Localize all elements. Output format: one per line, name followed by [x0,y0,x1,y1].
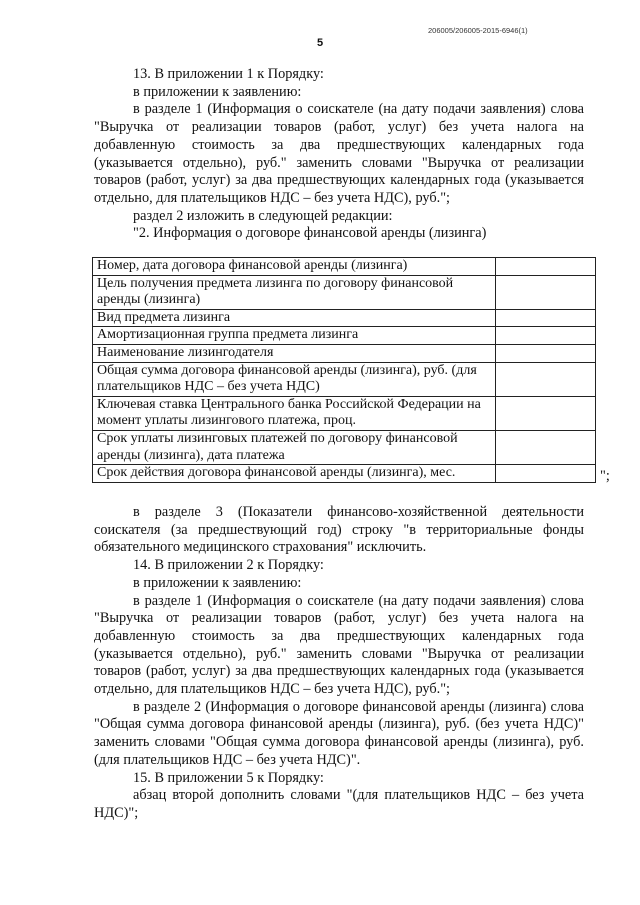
table-cell-label: Наименование лизингодателя [93,344,496,362]
table-cell-value [496,430,596,464]
table-row [93,396,596,430]
lease-info-table [92,257,596,483]
table-row [93,430,596,464]
paragraph-item-15: 15. В приложении 5 к Порядку: [133,769,324,786]
top-text-block [94,66,584,243]
table-cell-value [496,309,596,327]
paragraph-section-2-intro: раздел 2 изложить в следующей редакции: [133,207,393,224]
table-cell-label: Цель получения предмета лизинга по договору финансовой аренды (лизинга) [93,275,496,309]
table-cell-value [496,275,596,309]
paragraph-section-2-title: "2. Информация о договоре финансовой аренды (лизинга) [133,225,487,242]
paragraph-appendix-to-application: в приложении к заявлению: [133,83,302,100]
table-row [93,344,596,362]
table-cell-label: Номер, дата договора финансовой аренды (лизинга) [93,258,496,276]
table-cell-value [496,327,596,345]
table-row [93,258,596,276]
table-cell-label: Срок действия договора финансовой аренды (лизинга), мес. [93,465,496,483]
table-cell-value [496,258,596,276]
table-cell-value [496,396,596,430]
table-closing-quote: "; [600,468,610,484]
paragraph-appendix-to-application: в приложении к заявлению: [133,574,302,591]
paragraph-section-1-amendment: в разделе 1 (Информация о соискателе (на дату подачи заявления) слова "Выручка от реализации товаров (работ, услуг) без учета налога на добавленную стоимость за два предшествующих календарных года (указывается отдельно), руб." заменить словами "Выручка от реализации товаров (работ, услуг) за два предшествующих календарных года (указывается отдельно, для плательщиков НДС – без учета НДС), руб."; [94,592,584,698]
table-row [93,362,596,396]
table-row [93,275,596,309]
paragraph-second-clause-addition: абзац второй дополнить словами "(для плательщиков НДС – без учета НДС)"; [94,787,584,821]
paragraph-item-13: 13. В приложении 1 к Порядку: [133,66,324,82]
table-row [93,465,596,483]
table-cell-label: Вид предмета лизинга [93,309,496,327]
paragraph-section-3-amendment: в разделе 3 (Показатели финансово-хозяйственной деятельности соискателя (за предшествующий год) строку "в территориальные фонды обязательного медицинского страхования" исключить. [94,504,584,556]
document-id: 206005/206005-2015-6946(1) [428,26,528,35]
table-row [93,327,596,345]
paragraph-section-1-amendment: в разделе 1 (Информация о соискателе (на дату подачи заявления) слова "Выручка от реализации товаров (работ, услуг) без учета налога на добавленную стоимость за два предшествующих календарных года (указывается отдельно), руб." заменить словами "Выручка от реализации товаров (работ, услуг) за два предшествующих календарных года (указывается отдельно, для плательщиков НДС – без учета НДС), руб."; [94,101,584,206]
table-cell-value [496,465,596,483]
table-cell-value [496,362,596,396]
table-cell-label: Срок уплаты лизинговых платежей по договору финансовой аренды (лизинга), дата платежа [93,430,496,464]
table-cell-label: Ключевая ставка Центрального банка Российской Федерации на момент уплаты лизингового платежа, проц. [93,396,496,430]
paragraph-item-14: 14. В приложении 2 к Порядку: [133,557,324,574]
table-cell-label: Общая сумма договора финансовой аренды (лизинга), руб. (для плательщиков НДС – без учета НДС) [93,362,496,396]
paragraph-section-2-amendment: в разделе 2 (Информация о договоре финансовой аренды (лизинга) слова "Общая сумма договора финансовой аренды (лизинга), руб. (без учета НДС)" заменить словами "Общая сумма договора финансовой аренды (лизинга), руб. (для плательщиков НДС – без учета НДС)". [94,698,584,768]
page-number: 5 [316,37,324,49]
table-row [93,309,596,327]
table-cell-label: Амортизационная группа предмета лизинга [93,327,496,345]
table-cell-value [496,344,596,362]
bottom-text-block [94,504,584,823]
